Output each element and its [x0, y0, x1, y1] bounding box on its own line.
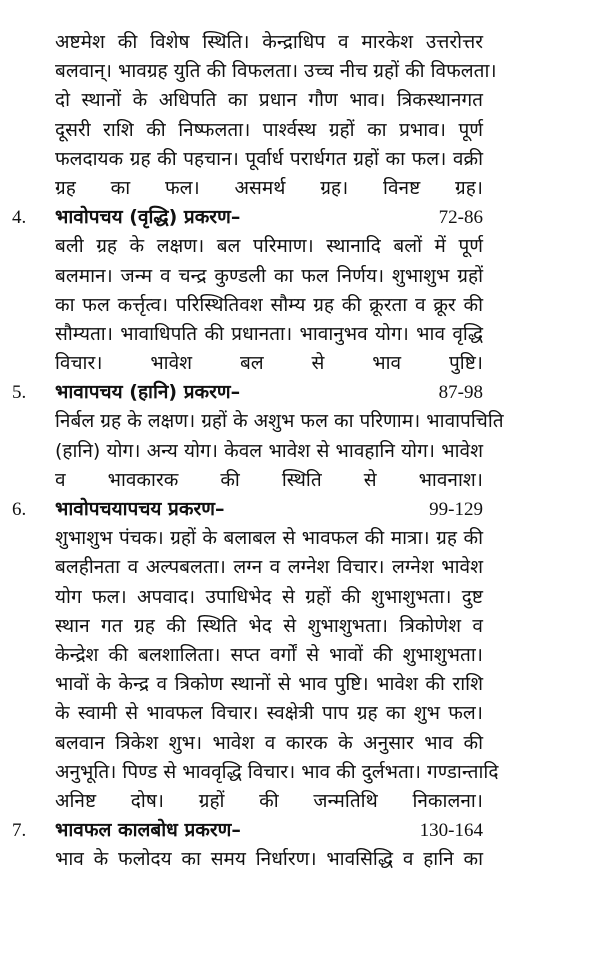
chapter-description-line: अनुभूति। पिण्ड से भाववृद्धि विचार। भाव की दुर्लभता। गण्डान्तादि — [55, 760, 499, 783]
intro-paragraph — [12, 28, 497, 203]
chapter-description-line: व भावकारक की स्थिति से भावनाश। — [55, 468, 483, 491]
text-line: दूसरी राशि की निष्फलता। पार्श्वस्थ ग्रहों का प्रभाव। पूर्ण — [55, 118, 483, 141]
chapter-number: 5. — [12, 382, 27, 404]
chapter-description-line: अनिष्ट दोष। ग्रहों की जन्मतिथि निकालना। — [55, 789, 483, 812]
chapter-number: 6. — [12, 499, 27, 520]
chapter-title: भावापचय (हानि) प्रकरण– — [55, 381, 241, 404]
chapter-heading — [12, 203, 484, 232]
chapter-entry — [12, 495, 499, 816]
chapter-entry — [12, 816, 484, 874]
contents-page — [12, 28, 504, 874]
chapter-description-line: बली ग्रह के लक्षण। बल परिमाण। स्थानादि बलों में पूर्ण — [55, 235, 483, 258]
chapter-description-line: बलवान त्रिकेश शुभ। भावेश व कारक के अनुसार भाव की — [55, 731, 483, 754]
text-line: दो स्थानों के अधिपति का प्रधान गौण भाव। त्रिकस्थानगत — [55, 89, 483, 112]
chapter-description-line: केन्द्रेश की बलशालिता। सप्त वर्गों से भावों की शुभाशुभता। — [55, 643, 483, 666]
chapter-entry — [12, 378, 504, 495]
chapter-page-range: 72-86 — [438, 207, 483, 229]
chapter-title: भावोपचय (वृद्धि) प्रकरण– — [55, 206, 241, 229]
chapter-description-line: योग फल। अपवाद। उपाधिभेद से ग्रहों की शुभाशुभता। दुष्ट — [55, 585, 483, 608]
chapter-heading — [12, 378, 484, 407]
text-line: ग्रह का फल। असमर्थ ग्रह। विनष्ट ग्रह। — [55, 176, 483, 199]
chapter-description-line: (हानि) योग। अन्य योग। केवल भावेश से भावहानि योग। भावेश — [55, 439, 483, 462]
chapter-description-line: के स्वामी से भावफल विचार। स्वक्षेत्री पाप ग्रह का शुभ फल। — [55, 702, 483, 725]
chapter-description-line: भावों के केन्द्र व त्रिकोण स्थानों से भाव पुष्टि। भावेश की राशि — [55, 673, 483, 696]
chapter-number: 7. — [12, 820, 27, 842]
chapter-number: 4. — [12, 207, 27, 229]
chapter-title: भावफल कालबोध प्रकरण– — [55, 819, 241, 842]
chapter-description-line: विचार। भावेश बल से भाव पुष्टि। — [55, 352, 483, 375]
chapter-description-line: भाव के फलोदय का समय निर्धारण। भावसिद्धि व हानि का — [55, 848, 483, 871]
chapter-description-line: बलमान। जन्म व चन्द्र कुण्डली का फल निर्णय। शुभाशुभ ग्रहों — [55, 264, 483, 287]
chapter-heading — [12, 495, 484, 524]
chapter-page-range: 87-98 — [438, 382, 483, 404]
chapter-entry — [12, 203, 484, 378]
text-line: फलदायक ग्रह की पहचान। पूर्वार्ध परार्धगत ग्रहों का फल। वक्री — [55, 147, 483, 170]
chapter-description-line: स्थान गत ग्रह की स्थिति भेद से शुभाशुभता। त्रिकोणेश व — [55, 614, 483, 637]
chapter-page-range: 99-129 — [429, 499, 483, 520]
chapter-heading — [12, 816, 484, 845]
chapter-description-line: सौम्यता। भावाधिपति की प्रधानता। भावानुभव योग। भाव वृद्धि — [55, 322, 483, 345]
chapter-description-line: शुभाशुभ पंचक। ग्रहों के बलाबल से भावफल की मात्रा। ग्रह की — [55, 527, 483, 550]
chapter-description-line: का फल कर्त्तृत्व। परिस्थितिवश सौम्य ग्रह की क्रूरता व क्रूर की — [55, 293, 483, 316]
chapter-title: भावोपचयापचय प्रकरण– — [55, 498, 225, 520]
text-line: अष्टमेश की विशेष स्थिति। केन्द्राधिप व मारकेश उत्तरोत्तर — [55, 31, 483, 53]
text-line: बलवान्। भावग्रह युति की विफलता। उच्च नीच ग्रहों की विफलता। — [55, 60, 497, 83]
chapter-page-range: 130-164 — [419, 820, 483, 842]
chapter-description-line: निर्बल ग्रह के लक्षण। ग्रहों के अशुभ फल का परिणाम। भावापचिति — [55, 410, 504, 433]
chapter-list — [12, 203, 504, 874]
chapter-description-line: बलहीनता व अल्पबलता। लग्न व लग्नेश विचार। लग्नेश भावेश — [55, 556, 483, 579]
